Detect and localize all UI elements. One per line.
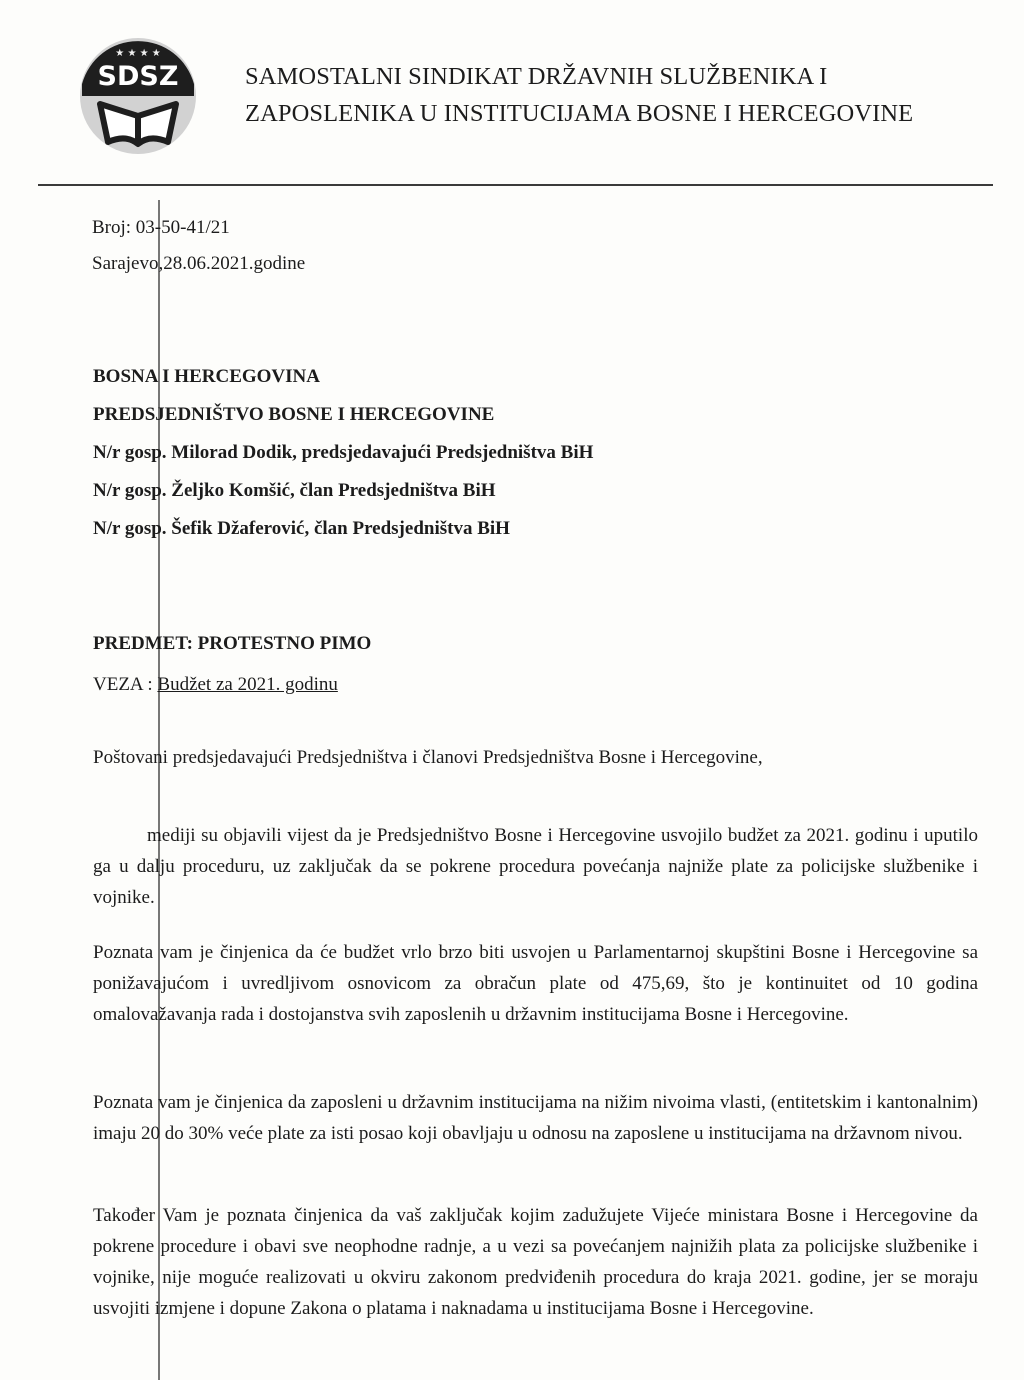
paragraph-1 xyxy=(93,820,978,913)
org-line-1: SAMOSTALNI SINDIKAT DRŽAVNIH SLUŽBENIKA I xyxy=(245,63,828,90)
salutation: Poštovani predsjedavajući Predsjedništva i članovi Predsjedništva Bosne i Hercegovine, xyxy=(93,747,763,768)
organization-name xyxy=(245,58,913,132)
paragraph-2: Poznata vam je činjenica da će budžet vrlo brzo biti usvojen u Parlamentarnoj skupštini Bosne i Hercegovine sa ponižavajućom i uvredljivom osnovicom za obračun plate od 475,69, što je kontinuitet od 10 godina omalovažavanja rada i dostojanstva svih zaposlenih u državnim institucijama Bosne i Hercegovine. xyxy=(93,942,978,1025)
paragraph-4: Također Vam je poznata činjenica da vaš zaključak kojim zadužujete Vijeće ministara Bosne i Hercegovine da pokrene procedure i obavi sve neophodne radnje, a u vezi sa povećanjem najnižih plata za policijske službenike i vojnike, nije moguće realizovati u okviru zakonom predviđenih procedura do kraja 2021. godine, jer se moraju usvojiti izmjene i dopune Zakona o platama i naknadama u institucijama Bosne i Hercegovine. xyxy=(93,1205,978,1319)
org-line-2: ZAPOSLENIKA U INSTITUCIJAMA BOSNE I HERCEGOVINE xyxy=(245,100,914,127)
recipient-person-1: N/r gosp. Milorad Dodik, predsjedavajući Predsjedništva BiH xyxy=(93,442,594,463)
sdsz-logo xyxy=(78,34,198,158)
place-date: Sarajevo,28.06.2021.godine xyxy=(92,253,306,274)
recipient-person-2: N/r gosp. Željko Komšić, član Predsjedništva BiH xyxy=(93,480,496,501)
subject-line: PREDMET: PROTESTNO PIMO xyxy=(93,633,372,654)
recipient-institution: PREDSJEDNIŠTVO BOSNE I HERCEGOVINE xyxy=(93,404,495,425)
header-divider xyxy=(38,184,993,186)
logo-stars: ★ ★ ★ ★ xyxy=(115,48,161,59)
paragraph-3: Poznata vam je činjenica da zaposleni u državnim institucijama na nižim nivoima vlasti, (entitetskim i kantonalnim) imaju 20 do 30% veće plate za isti posao koji obavljaju u odnosu na zaposlene u institucijama na državnom nivou. xyxy=(93,1092,978,1144)
logo-text: SDSZ xyxy=(97,61,179,92)
paragraph-1-text: mediji su objavili vijest da je Predsjedništvo Bosne i Hercegovine usvojilo budžet za 2021. godinu i uputilo ga u dalju proceduru, uz zaključak da se pokrene procedura povećanja najniže plate za policijske službenike i vojnike. xyxy=(93,825,978,908)
recipient-person-3: N/r gosp. Šefik Džaferović, član Predsjedništva BiH xyxy=(93,518,510,539)
document-number: Broj: 03-50-41/21 xyxy=(92,217,230,238)
reference-label: VEZA : xyxy=(93,674,158,695)
reference-value: Budžet za 2021. godinu xyxy=(157,674,338,695)
reference-line xyxy=(93,675,338,695)
recipient-country: BOSNA I HERCEGOVINA xyxy=(93,366,320,387)
